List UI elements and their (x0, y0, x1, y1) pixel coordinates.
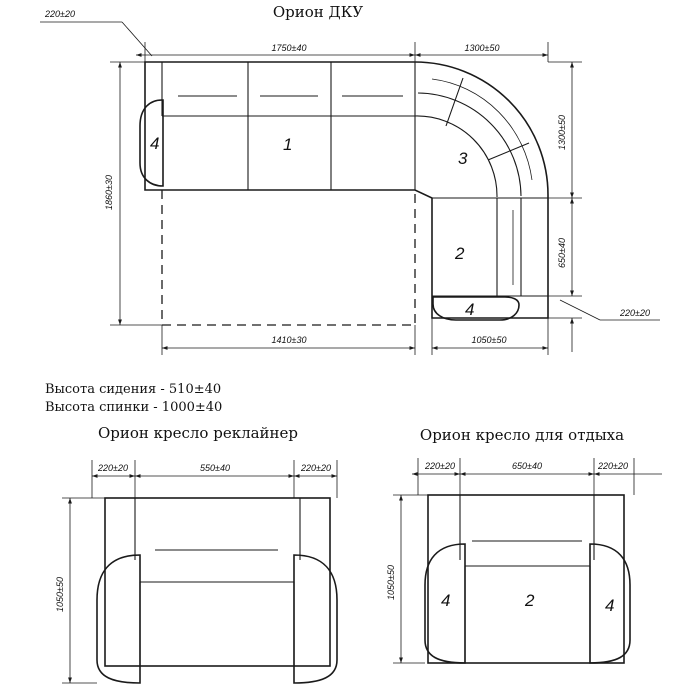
dim-label: 550±40 (200, 463, 230, 473)
recliner-title: Орион кресло реклайнер (97, 424, 299, 442)
module-number: 4 (150, 134, 160, 153)
dim-label: 220±20 (598, 461, 628, 471)
module-number: 3 (458, 149, 468, 168)
seat-height-note: Высота сидения - 510±40 (45, 382, 222, 397)
dim-label: 220±20 (98, 463, 128, 473)
left-armrest (97, 555, 140, 683)
module-number: 4 (465, 300, 475, 319)
dim-label: 1050±50 (386, 565, 396, 600)
module-number: 2 (455, 244, 465, 263)
dim-label: 1750±40 (271, 43, 307, 53)
lounge-frame (428, 495, 624, 663)
module-number: 2 (525, 591, 535, 610)
dim-label: 1300±50 (464, 43, 500, 53)
dim-label: 1300±50 (557, 115, 567, 150)
dim-label: 1410±30 (271, 335, 307, 345)
corner-sofa-dimensions (40, 9, 660, 355)
corner-back-inner (418, 93, 521, 196)
dim-label: 1050±50 (471, 335, 507, 345)
page-title: Орион ДКУ (272, 3, 364, 21)
dim-label: 1860±30 (104, 175, 114, 210)
corner-back-curve (415, 116, 497, 197)
lounge-chair-title: Орион кресло для отдыха (419, 426, 625, 444)
dim-label: 1050±50 (55, 577, 65, 612)
module-number: 4 (441, 591, 451, 610)
dim-label: 650±40 (512, 461, 542, 471)
corner-divider (488, 143, 529, 160)
module-number: 4 (605, 596, 615, 615)
dim-label: 220±20 (45, 9, 75, 19)
dim-label: 220±20 (620, 308, 650, 318)
dashed-seat-outline (162, 190, 415, 325)
corner-sofa-drawing (140, 62, 548, 325)
lounge-chair-drawing (425, 495, 630, 663)
sofa-outline (145, 62, 548, 318)
dim-label: 650±40 (557, 238, 567, 268)
dim-label: 220±20 (301, 463, 331, 473)
tail-armrest (433, 297, 519, 320)
module-number: 1 (283, 135, 293, 154)
dim-label: 220±20 (425, 461, 455, 471)
recliner-drawing (97, 498, 337, 683)
back-height-note: Высота спинки - 1000±40 (45, 400, 223, 415)
